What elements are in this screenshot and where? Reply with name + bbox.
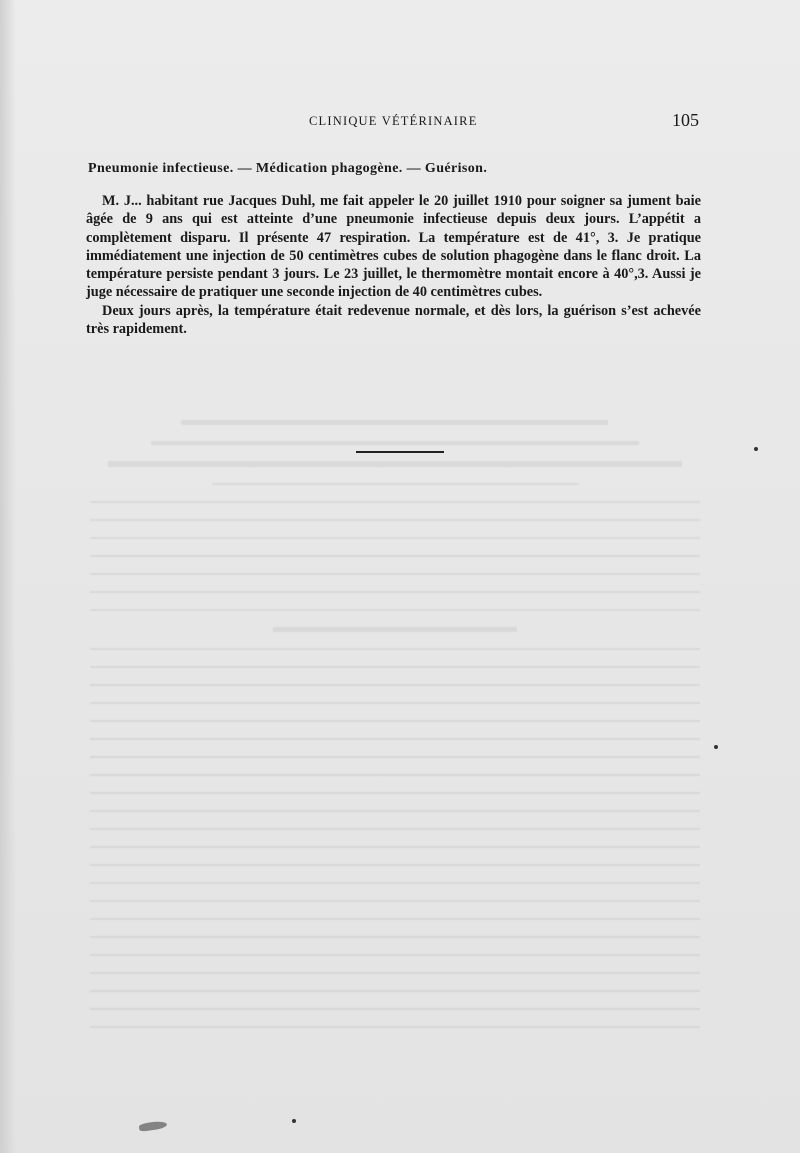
show-through-bleed xyxy=(90,420,700,1100)
body-paragraph: Deux jours après, la température était redevenue normale, et dès lors, la guérison s’est achevée très rapidement. xyxy=(86,302,701,338)
section-divider xyxy=(356,451,444,453)
running-head xyxy=(0,110,800,134)
page-edge-shadow xyxy=(0,0,16,1153)
speck xyxy=(754,447,758,451)
page-number: 105 xyxy=(672,110,699,130)
running-title: CLINIQUE VÉTÉRINAIRE xyxy=(309,114,478,128)
article-body xyxy=(86,192,701,338)
article-title: Pneumonie infectieuse. — Médication phagogène. — Guérison. xyxy=(88,161,488,176)
ink-smudge xyxy=(139,1120,168,1132)
body-paragraph: M. J... habitant rue Jacques Duhl, me fait appeler le 20 juillet 1910 pour soigner sa jument baie âgée de 9 ans qui est atteinte d’une pneumonie infectieuse depuis deux jours. L’appétit a complètement disparu. Il présente 47 respiration. La température est de 41°, 3. Je pratique immédiatement une injection de 50 centimètres cubes de solution phagogène dans le flanc droit. La température persiste pendant 3 jours. Le 23 juillet, le thermomètre montait encore à 40°,3. Aussi je juge nécessaire de pratiquer une seconde injection de 40 centimètres cubes. xyxy=(86,193,701,301)
speck xyxy=(292,1119,296,1123)
speck xyxy=(714,745,718,749)
